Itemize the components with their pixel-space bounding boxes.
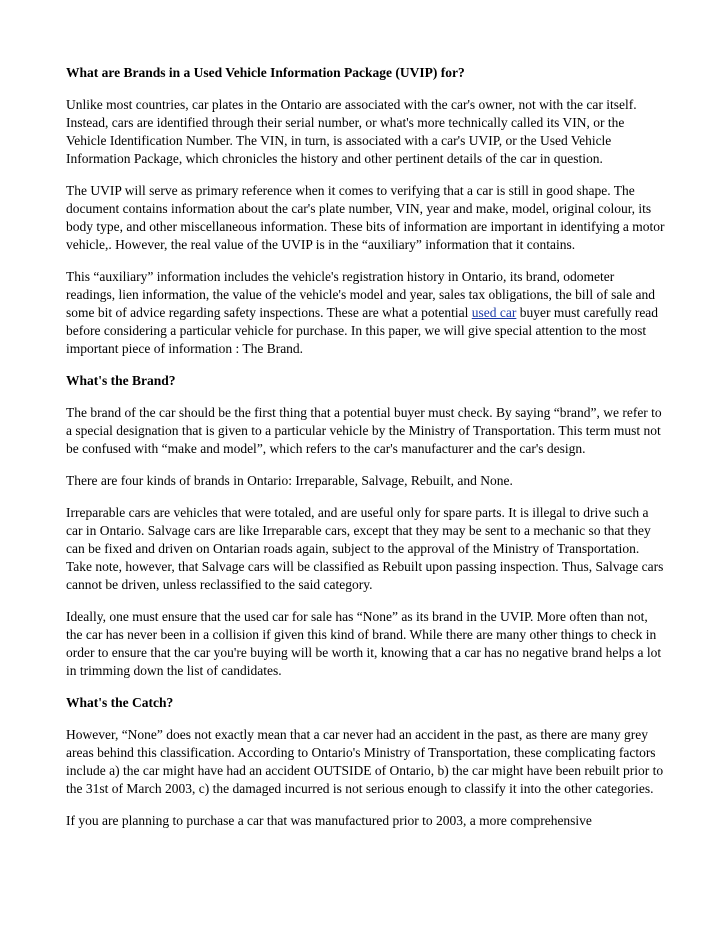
paragraph-brand-definition: The brand of the car should be the first thing that a potential buyer must check. By saying “brand”, we refer to a special designation that is given to a particular vehicle by the Ministry of Transportation. This term must not be confused with “make and model”, which refers to the car's manufacturer and the car's design. [66, 405, 662, 456]
page-title: What are Brands in a Used Vehicle Information Package (UVIP) for? [66, 65, 465, 80]
paragraph-intro: Unlike most countries, car plates in the Ontario are associated with the car's owner, not with the car itself. Instead, cars are identified through their serial number, or what's more technically called its VIN, or the Vehicle Identification Number. The VIN, in turn, is associated with a car's UVIP, or the Used Vehicle Information Package, which chronicles the history and other pertinent details of the car in question. [66, 97, 637, 166]
heading-whats-the-catch: What's the Catch? [66, 695, 174, 710]
paragraph-uvip-reference: The UVIP will serve as primary reference when it comes to verifying that a car is still in good shape. The document contains information about the car's plate number, VIN, year and make, model, original colour, its body type, and other miscellaneous information. These bits of information are important in identifying a motor vehicle,. However, the real value of the UVIP is in the “auxiliary” information that it contains. [66, 183, 665, 252]
document-body [66, 64, 666, 844]
paragraph-irreparable-salvage: Irreparable cars are vehicles that were totaled, and are useful only for spare parts. It is illegal to drive such a car in Ontario. Salvage cars are like Irreparable cars, except that they may be sent to a mechanic so that they can be fixed and driven on Ontarian roads again, subject to the approval of the Ministry of Transportation. Take note, however, that Salvage cars will be classified as Rebuilt upon passing inspection. Thus, Salvage cars cannot be driven, unless reclassified to the said category. [66, 505, 664, 592]
paragraph-pre-2003: If you are planning to purchase a car that was manufactured prior to 2003, a more comprehensive [66, 813, 592, 828]
paragraph-four-brands: There are four kinds of brands in Ontario: Irreparable, Salvage, Rebuilt, and None. [66, 473, 513, 488]
paragraph-auxiliary-text-start: This “auxiliary” information includes the vehicle's registration history in Ontario, its brand, odometer readings, lien information, the value of the vehicle's model and year, sales tax obligations, the bill of sale and some bit of advice regarding safety inspections. These are what a potential [66, 269, 655, 320]
paragraph-grey-areas: However, “None” does not exactly mean that a car never had an accident in the past, as there are many grey areas behind this classification. According to Ontario's Ministry of Transportation, these complicating factors include a) the car might have had an accident OUTSIDE of Ontario, b) the car might have been rebuilt prior to the 31st of March 2003, c) the damaged incurred is not serious enough to classify it into the other categories. [66, 727, 664, 796]
heading-whats-the-brand: What's the Brand? [66, 373, 176, 388]
paragraph-brand-none: Ideally, one must ensure that the used car for sale has “None” as its brand in the UVIP. More often than not, the car has never been in a collision if given this kind of brand. While there are many other things to check in order to ensure that the car you're buying will be worth it, knowing that a car has no negative brand helps a lot in trimming down the list of candidates. [66, 609, 662, 678]
used-car-link[interactable]: used car [471, 305, 517, 320]
paragraph-auxiliary-info [66, 268, 666, 358]
paragraph-auxiliary-text-end: buyer must carefully read before considering a particular vehicle for purchase. In this paper, we will give special attention to the most important piece of information : The Brand. [66, 305, 659, 356]
